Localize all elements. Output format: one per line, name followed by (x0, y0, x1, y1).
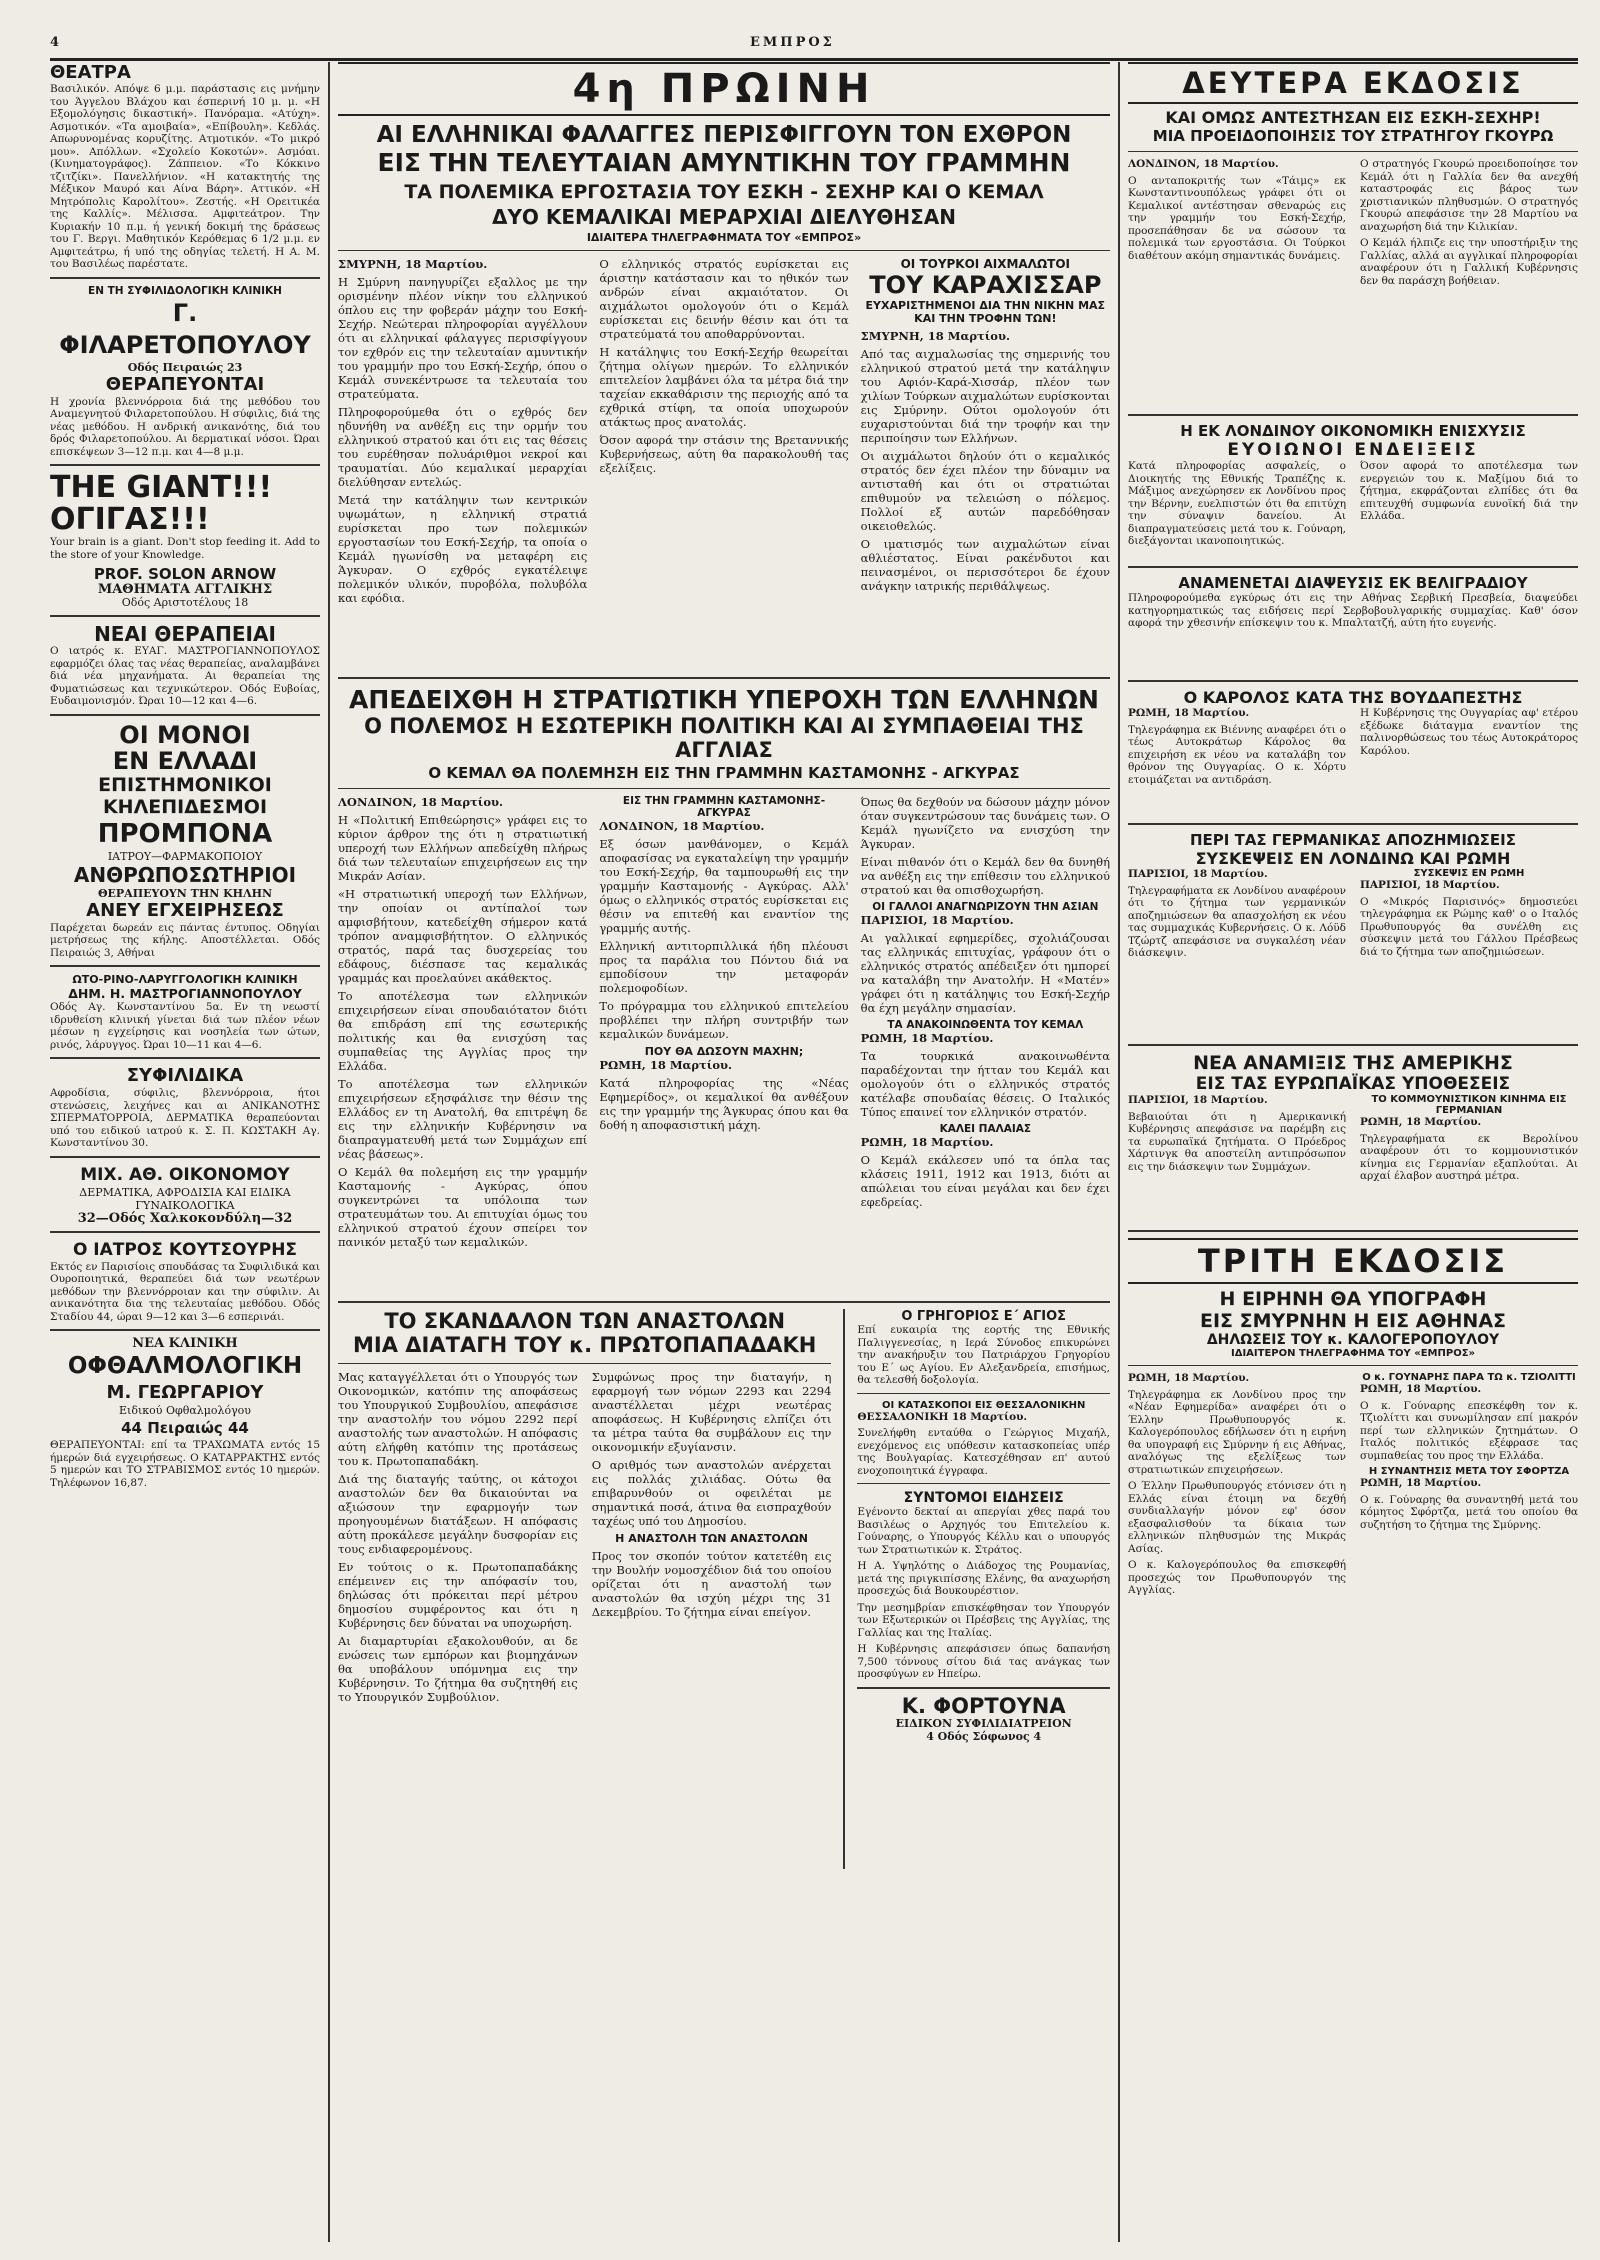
gregory-headline: Ο ΓΡΗΓΟΡΙΟΣ Ε΄ ΑΓΙΟΣ (901, 1309, 1067, 1324)
oikonomou-ad (50, 1164, 320, 1225)
gounaris-p1: Ο κ. Γούναρης επεσκέφθη τον κ. Τζιολίττι και συνωμίλησαν επί μακρόν περί των ελληνικών ζητημάτων. Ο Ιταλός πολιτικός εξέφρασε τας συμπαθείας του προς την Ελλάδα. (1360, 1399, 1578, 1462)
second-dateline: ΛΟΝΔΙΝΟΝ, 18 Μαρτίου. (1128, 158, 1279, 170)
story1-p4: Ο ελληνικός στρατός ευρίσκεται εις άριστην κατάστασιν και το ηθικόν των ανδρών είναι ακμαιότατον. Οι αιχμάλωτοι ομολογούν ότι ο Κεμάλ ευρίσκεται εις δεινήν θέσιν και ότι τα στρατεύματά του αποθαρρύνονται. (599, 257, 849, 341)
eye-title: ΝΕΑ ΚΛΙΝΙΚΗ (132, 1336, 238, 1351)
superiority-headline-1: ΑΠΕΔΕΙΧΘΗ Η ΣΤΡΑΤΙΩΤΙΚΗ ΥΠΕΡΟΧΗ ΤΩΝ ΕΛΛΗΝΩΝ (349, 685, 1099, 714)
scandal-p6: Ο αριθμός των αναστολών ανέρχεται εις πολλάς χιλιάδας. Ούτω θα επιβαρυνθούν οι οφειλέται με σημαντικά ποσά, άτινα θα εισπραχθούν ταχέως υπό του Δημοσίου. (591, 1458, 832, 1528)
fortuna-address: 4 Οδός Σόφωνος 4 (926, 1729, 1042, 1743)
kemal-dateline: ΡΩΜΗ, 18 Μαρτίου. (860, 1031, 994, 1045)
scandal-p7: Προς τον σκοπόν τούτον κατετέθη εις την Βουλήν νομοσχέδιον διά του οποίου ορίζεται ότι η αναστολή των αναστολών θα ισχύη μέχρι της 31 Δεκεμβρίου. Το ζήτημα είναι επείγον. (591, 1549, 832, 1619)
fortuna-spec: ΕΙΔΙΚΟΝ ΣΥΦΙΛΙΔΙΑΤΡΕΙΟΝ (895, 1716, 1072, 1730)
therapies-text: Ο ιατρός κ. ΕΥΑΓ. ΜΑΣΤΡΟΓΙΑΝΝΟΠΟΥΛΟΣ εφαρμόζει όλας τας νέας θεραπείας, αναλαμβάνει διά νέα μηχανήματα. Αι θεραπείαι της Φυματιώσεως και τεχνικώτερον. Οδός Ευβοίας, Ευδαιμονισμόν. Ώραι 10—12 και 4—6. (50, 645, 320, 707)
giant-text: Your brain is a giant. Don't stop feeding it. Add to the store of your Knowledge. (50, 536, 320, 561)
palaia-headline: ΚΑΛΕΙ ΠΑΛΑΙΑΣ (939, 1123, 1032, 1135)
kast-p1: Εξ όσων μανθάνομεν, ο Κεμάλ αποφασίσας να εγκαταλείψη την γραμμήν του Εσκή-Σεχήρ, θα ταμπουρωθή εις την γραμμήν Κασταμονής - Αγκύρας. Αλλ' όμως ο ελληνικός στρατός ευρίσκεται εις θέσιν να επιτεθή και εναντίον της γραμμής αυτής. (599, 837, 849, 935)
therapies-ad (50, 623, 320, 708)
sup-p3: Το αποτέλεσμα των ελληνικών επιχειρήσεων είναι σπουδαιότατον διότι θα επιδράση επί της εσωτερικής πολιτικής και θα ενισχύση τας συμπαθείας της Αγγλίας προς την Ελλάδα. (338, 989, 588, 1073)
superiority-headline-3: Ο ΚΕΜΑΛ ΘΑ ΠΟΛΕΜΗΣΗ ΕΙΣ ΤΗΝ ΓΡΑΜΜΗΝ ΚΑΣΤΑΜΟΝΗΣ - ΑΓΚΥΡΑΣ (428, 764, 1020, 782)
superiority-headline-2: Ο ΠΟΛΕΜΟΣ Η ΕΣΩΤΕΡΙΚΗ ΠΟΛΙΤΙΚΗ ΚΑΙ ΑΙ ΣΥΜΠΑΘΕΙΑΙ ΤΗΣ ΑΓΓΛΙΑΣ (364, 714, 1084, 762)
fortuna-ad (857, 1695, 1110, 1743)
third-headline-4: ΙΔΙΑΙΤΕΡΟΝ ΤΗΛΕΓΡΑΦΗΜΑ ΤΟΥ «ΕΜΠΡΟΣ» (1231, 1348, 1475, 1359)
third-dateline: ΡΩΜΗ, 18 Μαρτίου. (1128, 1372, 1250, 1384)
econ-p2: Όσον αφορά το αποτέλεσμα των ενεργειών του κ. Μαξίμου διά το ζήτημα, εκφράζονται ελπίδες ότι θα επιτευχθή συμφωνία ευνοϊκή διά την Ελλάδα. (1360, 460, 1578, 522)
arnow-name: PROF. SOLON ARNOW (93, 565, 277, 583)
arnow-lessons: ΜΑΘΗΜΑΤΑ ΑΓΓΛΙΚΗΣ (97, 582, 273, 597)
ortho-line-1: ΑΝΘΡΩΠΟΣΩΤΗΡΙΟΙ (73, 862, 297, 887)
kast-headline: ΕΙΣ ΤΗΝ ΓΡΑΜΜΗΝ ΚΑΣΤΑΜΟΝΗΣ-ΑΓΚΥΡΑΣ (622, 795, 826, 819)
paper-name: ΕΜΠΡΟΣ (750, 35, 835, 50)
arnow-address: Οδός Αριστοτέλους 18 (121, 596, 249, 609)
sup-p1: Η «Πολιτική Επιθεώρησις» γράφει εις το κύριον άρθρον της ότι η στρατιωτική υπεροχή των Ελλήνων απεδείχθη πλήρως διά των τελευταίων επιχειρήσεων εις την Μικράν Ασίαν. (338, 813, 588, 883)
main-story-col-1 (338, 257, 587, 671)
sup-p4: Το αποτέλεσμα των ελληνικών επιχειρήσεων εξησφάλισε την θέσιν της Ελλάδος εν τη Ανατολή, θα επιτρέψη δε εις την ελληνικήν Κυβέρνησιν να διαπραγματευθή μετά των Συμμάχων επί νέας βάσεως». (338, 1077, 588, 1161)
story1-dateline: ΣΜΥΡΝΗ, 18 Μαρτίου. (338, 257, 488, 271)
gounaris-headline: Ο κ. ΓΟΥΝΑΡΗΣ ΠΑΡΑ ΤΩ κ. ΤΖΙΟΛΙΤΤΙ (1362, 1372, 1576, 1383)
karl-dateline: ΡΩΜΗ, 18 Μαρτίου. (1128, 707, 1250, 719)
superiority-col-3 (861, 795, 1110, 1295)
main-story-columns (338, 257, 1110, 671)
second-edition-banner: ΔΕΥΤΕΡΑ ΕΚΔΟΣΙΣ (1128, 62, 1578, 104)
third-p2: Ο Έλλην Πρωθυπουργός ετόνισεν ότι η Ελλάς είναι έτοιμη να δεχθή συνδιαλλαγήν μόνον εφ' όσον εξασφαλισθούν τα δίκαια των ελληνικών πληθυσμών της Μικράς Ασίας. (1128, 1480, 1346, 1555)
ortho-text: Παρέχεται δωρεάν εις πάντας έντυπος. Οδηγίαι μετρήσεως της κήλης. Αποστέλλεται. Οδός Πειραιώς 3, Αθήναι (50, 921, 320, 959)
where-dateline: ΡΩΜΗ, 18 Μαρτίου. (599, 1058, 733, 1072)
gregory-p1: Επί ευκαιρία της εορτής της Εθνικής Παλιγγενεσίας, η Ιερά Σύνοδος επικυρώνει την ανακήρυξιν του Πατριάρχου Γρηγορίου του Ε΄ ως Αγίου. Εν Αλεξανδρεία, επισήμως, θα τελεσθή δοξολογία. (857, 1324, 1110, 1386)
eye-doctor: Μ. ΓΕΩΡΓΑΡΙΟΥ (106, 1382, 264, 1403)
germ-p1: Τηλεγραφήματα εκ Λονδίνου αναφέρουν ότι το ζήτημα των γερμανικών αποζημιώσεων θα απασχολήση εκ νέου τας συμμαχικάς Κυβερνήσεις. Ο κ. Λόϋδ Τζώρτζ απεφάσισε να συγκαλέση νέαν διάσκεψιν. (1128, 884, 1346, 959)
amer-p2: Τηλεγραφήματα εκ Βερολίνου αναφέρουν ότι το κομμουνιστικόν κίνημα εις Γερμανίαν εξαπλούται. Αι αρχαί έλαβον αυστηρά μέτρα. (1360, 1132, 1578, 1182)
karl-headline: Ο ΚΑΡΟΛΟΣ ΚΑΤΑ ΤΗΣ ΒΟΥΔΑΠΕΣΤΗΣ (1183, 688, 1523, 707)
main-headline-5: ΙΔΙΑΙΤΕΡΑ ΤΗΛΕΓΡΑΦΗΜΑΤΑ ΤΟΥ «ΕΜΠΡΟΣ» (586, 231, 862, 244)
second-p2: Ο στρατηγός Γκουρώ προειδοποίησε τον Κεμάλ ότι η Γαλλία δεν θα ανεχθή καταστροφάς εις βάρος των χριστιανικών πληθυσμών. Ο στρατηγός Γκουρώ απεφάσισε την 28 Μαρτίου να αναχωρήση διά την Κιλικίαν. (1360, 158, 1578, 233)
germ-headline-2: ΣΥΣΚΕΨΕΙΣ ΕΝ ΛΟΝΔΙΝΩ ΚΑΙ ΡΩΜΗ (1195, 849, 1511, 868)
econ-headline-2: ΕΥΟΙΩΝΟΙ ΕΝΔΕΙΞΕΙΣ (1227, 440, 1479, 460)
syph-text: Αφροδίσια, σύφιλις, βλεννόρροια, ήτοι στενώσεις, λειχήνες και αι ΑΝΙΚΑΝΟΤΗΣ ΣΠΕΡΜΑΤΟΡΡΟΙΑ, ΔΕΡΜΑΤΙΚΑ θεραπεύονται υπό του ειδικού ιατρού κ. Σ. Π. ΚΩΣΤΑΚΗ Αγ. Κωνσταντίνου 30. (50, 1087, 320, 1149)
germ-dateline-2: ΠΑΡΙΣΙΟΙ, 18 Μαρτίου. (1360, 879, 1500, 891)
superiority-col-1 (338, 795, 587, 1295)
pows-p1: Από τας αιχμαλωσίας της σημερινής του ελληνικού στρατού μετά την κατάληψιν του Αφιόν-Καρά-Χισσάρ, πλέον των χιλίων Τούρκων αιχμαλώτων ευρίσκονται εις Σμύρνην. Ούτοι ομολογούν ότι ευχαριστούνται διά την τροφήν και την περιποίησιν των Ελλήνων. (860, 347, 1110, 445)
ortho-line-3: ΑΝΕΥ ΕΓΧΕΙΡΗΣΕΩΣ (86, 899, 284, 921)
scandal-subheadline: Η ΑΝΑΣΤΟΛΗ ΤΩΝ ΑΝΑΣΤΟΛΩΝ (615, 1532, 808, 1545)
kemal-p1: Τα τουρκικά ανακοινωθέντα παραδέχονται την ήτταν του Κεμάλ και ομολογούν ότι ο ελληνικός στρατός κατέλαβε σπουδαίας θέσεις. Ο Ιταλικός Τύπος επαινεί τον ελληνικόν στρατόν. (860, 1049, 1110, 1119)
second-p3: Ο Κεμάλ ήλπιζε εις την υποστήριξιν της Γαλλίας, αλλά αι αγγλικαί πληροφορίαι αναφέρουν ότι η Γαλλική Κυβέρνησις δεν θα παράσχη βοήθειαν. (1360, 237, 1578, 287)
clinic-address: Οδός Πειραιώς 23 (127, 360, 243, 374)
third-headline-2: ΕΙΣ ΣΜΥΡΝΗΝ Η ΕΙΣ ΑΘΗΝΑΣ (1199, 1310, 1507, 1332)
sup-dateline: ΛΟΝΔΙΝΟΝ, 18 Μαρτίου. (338, 795, 503, 809)
giant-gr: ΟΓΙΓΑΣ!!! (50, 502, 210, 537)
palaia-dateline: ΡΩΜΗ, 18 Μαρτίου. (860, 1135, 994, 1149)
main-news-section (338, 62, 1110, 2242)
germ-headline-1: ΠΕΡΙ ΤΑΣ ΓΕΡΜΑΝΙΚΑΣ ΑΠΟΖΗΜΙΩΣΕΙΣ (1189, 831, 1516, 849)
germ-p2: Ο «Μικρός Παρισινός» δημοσιεύει τηλεγράφημα εκ Ρώμης καθ' ο ο Ιταλός Πρωθυπουργός θα συνέλθη εις σύσκεψιν μετά του Γάλλου Πρέσβεως διά το ζήτημα των αποζημιώσεων. (1360, 895, 1578, 958)
pows-headline-3: ΕΥΧΑΡΙΣΤΗΜΕΝΟΙ ΔΙΑ ΤΗΝ ΝΙΚΗΝ ΜΑΣ ΚΑΙ ΤΗΝ ΤΡΟΦΗΝ ΤΩΝ! (865, 299, 1106, 325)
main-headline-2: ΕΙΣ ΤΗΝ ΤΕΛΕΥΤΑΙΑΝ ΑΜΥΝΤΙΚΗΝ ΤΟΥ ΓΡΑΜΜΗΝ (377, 148, 1071, 177)
clinic-ad (50, 285, 320, 459)
amer-headline-2: ΕΙΣ ΤΑΣ ΕΥΡΩΠΑΪΚΑΣ ΥΠΟΘΕΣΕΙΣ (1195, 1074, 1511, 1094)
french-headline: ΟΙ ΓΑΛΛΟΙ ΑΝΑΓΝΩΡΙΖΟΥΝ ΤΗΝ ΑΣΙΑΝ (872, 901, 1099, 913)
brief-headline: ΣΥΝΤΟΜΟΙ ΕΙΔΗΣΕΙΣ (903, 1490, 1064, 1506)
pows-headline-1: ΟΙ ΤΟΥΡΚΟΙ ΑΙΧΜΑΛΩΤΟΙ (900, 257, 1071, 271)
where-headline: ΠΟΥ ΘΑ ΔΩΣΟΥΝ ΜΑΧΗΝ; (644, 1045, 804, 1058)
amer-dateline: ΠΑΡΙΣΙΟΙ, 18 Μαρτίου. (1128, 1094, 1268, 1106)
syph-title: ΣΥΦΙΛΙΔΙΚΑ (126, 1065, 244, 1086)
belgrade-headline: ΑΝΑΜΕΝΕΤΑΙ ΔΙΑΨΕΥΣΙΣ ΕΚ ΒΕΛΙΓΡΑΔΙΟΥ (1178, 574, 1528, 592)
scandal-article (338, 1309, 831, 1869)
eye-name: ΟΦΘΑΛΜΟΛΟΓΙΚΗ (67, 1353, 303, 1379)
econ-headline-1: Η ΕΚ ΛΟΝΔΙΝΟΥ ΟΙΚΟΝΟΜΙΚΗ ΕΝΙΣΧΥΣΙΣ (1180, 422, 1526, 440)
kout-name: Ο ΙΑΤΡΟΣ ΚΟΥΤΣΟΥΡΗΣ (72, 1239, 298, 1260)
brief-p1: Εγένοντο δεκταί αι απεργίαι χθες παρά του Βασιλέως ο Αρχηγός του Επιτελείου κ. Γούναρης, ο Υπουργός Κέλλυ και ο υπουργός των Στρατιωτικών κ. Στράτος. (857, 1506, 1110, 1556)
karl-p2: Η Κυβέρνησις της Ουγγαρίας αφ' ετέρου εξέδωκε διάταγμα εναντίον της παλινορθώσεως του τέως Αυτοκράτορος Καρόλου. (1360, 707, 1578, 757)
french-dateline: ΠΑΡΙΣΙΟΙ, 18 Μαρτίου. (860, 913, 1014, 927)
truss-line-1: ΟΙ ΜΟΝΟΙ (119, 720, 251, 749)
pows-p3: Ο ιματισμός των αιχμαλώτων είναι αθλιέστατος. Είναι ρακένδυτοι και πεινασμένοι, οι περισσότεροι δε έχουν ανάγκην ιατρικής περιθάλψεως. (860, 537, 1110, 593)
gounaris-dateline: ΡΩΜΗ, 18 Μαρτίου. (1360, 1383, 1482, 1395)
amer-p1: Βεβαιούται ότι η Αμερικανική Κυβέρνησις απεφάσισε να παρέμβη εις τα ευρωπαϊκά ζητήματα. Ο Πρόεδρος Χάρτινγκ θα αποστείλη αντιπρόσωπον εις την διάσκεψιν των Συμμάχων. (1128, 1110, 1346, 1173)
thess-headline: ΟΙ ΚΑΤΑΣΚΟΠΟΙ ΕΙΣ ΘΕΣΣΑΛΟΝΙΚΗΝ (882, 1399, 1086, 1411)
truss-ad (50, 722, 320, 960)
eye-text: ΘΕΡΑΠΕΥΟΝΤΑΙ: επί τα ΤΡΑΧΩΜΑΤΑ εντός 15 ήμερών διά εγχειρήσεως. Ο ΚΑΤΑΡΡΑΚΤΗΣ εντός 5 ημερών και ΤΟ ΣΤΡΑΒΙΣΜΟΣ εντός 10 ημερών. Τηλέφωνον 16,87. (50, 1439, 320, 1489)
ortho-line-2: ΘΕΡΑΠΕΥΟΥΝ ΤΗΝ ΚΗΛΗΝ (97, 886, 273, 900)
third-edition-banner: ΤΡΙΤΗ ΕΚΔΟΣΙΣ (1128, 1238, 1578, 1284)
clinic-cure: ΘΕΡΑΠΕΥΟΝΤΑΙ (105, 373, 265, 395)
ent-title: ΩΤΟ-ΡΙΝΟ-ΛΑΡΥΓΓΟΛΟΓΙΚΗ ΚΛΙΝΙΚΗ (72, 973, 298, 986)
sforza-headline: Η ΣΥΝΑΝΤΗΣΙΣ ΜΕΤΑ ΤΟΥ ΣΦΟΡΤΖΑ (1368, 1466, 1570, 1477)
clinic-text: Η χρονία βλεννόρροια διά της μεθόδου του Αναμεγνητού Φιλαρετοπούλου. Η σύφιλις, διά της νέας μεθόδου. Η ανδρική ανικανότης, διά του δρός Φιλαρετοπούλου. Αι δερματικαί νόσοι. Ώραι επισκέψεων 3—12 π.μ. και 4—8 μ.μ. (50, 395, 320, 458)
brief-p4: Η Κυβέρνησις απεφάσισεν όπως δαπανήση 7,500 τόννους σίτου διά τας ανάγκας των προσφύγων εν Ηπείρω. (857, 1643, 1110, 1680)
bottom-right-briefs (857, 1309, 1110, 1869)
col3-p1: Όπως θα δεχθούν να δώσουν μάχην μόνον όταν συγκεντρώσουν τας δυνάμεις των. Ο Κεμάλ ηγωνίζετο να ενισχύση την Άγκυραν. (860, 795, 1110, 851)
thess-p1: Συνελήφθη ενταύθα ο Γεώργιος Μιχαήλ, ενεχόμενος εις υπόθεσιν κατασκοπείας υπέρ της Βουλγαρίας. Κατεσχέθησαν επ' αυτού ενοχοποιητικά έγγραφα. (857, 1427, 1110, 1477)
brief-p3: Την μεσημβρίαν επισκέφθησαν τον Υπουργόν των Εξωτερικών οι Πρέσβεις της Αγγλίας, της Γαλλίας και της Ιταλίας. (857, 1601, 1110, 1639)
oik-address: 32—Οδός Χαλκοκονδύλη—32 (77, 1210, 293, 1226)
third-headline-1: Η ΕΙΡΗΝΗ ΘΑ ΥΠΟΓΡΑΦΗ (1219, 1288, 1487, 1310)
amer-subheadline: ΤΟ ΚΟΜΜΟΥΝΙΣΤΙΚΟΝ ΚΙΝΗΜΑ ΕΙΣ ΓΕΡΜΑΝΙΑΝ (1371, 1094, 1567, 1116)
oik-spec: ΔΕΡΜΑΤΙΚΑ, ΑΦΡΟΔΙΣΙΑ ΚΑΙ ΕΙΔΙΚΑ ΓΥΝΑΙΚΟΛΟΓΙΚΑ (79, 1185, 291, 1212)
truss-line-4: ΚΗΛΕΠΙΔΕΣΜΟΙ (102, 795, 268, 818)
scandal-p3: Εν τούτοις ο κ. Πρωτοπαπαδάκης επέμεινεν εις την απόφασίν του, δηλώσας ότι πρόκειται περί μέτρου δημοσίου συμφέροντος και ότι η Κυβέρνησις δεν δύναται να υποχωρήση. (338, 1560, 578, 1630)
story1-p1: Η Σμύρνη πανηγυρίζει εξαλλος με την ορισμένην πλέον νίκην του ελληνικού όπλου εις την φοβεράν μάχην του Εσκή-Σεχήρ. Νεώτεραι πληροφορίαι αγγέλλουν ότι αι ελληνικαί φάλαγγες περισφίγγουν τον εχθρόν εις την τελευταίαν αμυντικήν του γραμμήν προ του Εσκή-Σεχήρ, όπου ο Κεμάλ συνεκέντρωσε τα τελευταία του στρατεύματα. (338, 275, 588, 401)
clinic-title: ΕΝ ΤΗ ΣΥΦΙΛΙΔΟΛΟΓΙΚΗ ΚΛΙΝΙΚΗ (88, 284, 282, 297)
thess-dateline: ΘΕΣΣΑΛΟΝΙΚΗ 18 Μαρτίου. (857, 1410, 1028, 1423)
giant-ad (50, 472, 320, 609)
second-p1: Ο ανταποκριτής των «Τάιμς» εκ Κωνσταντινουπόλεως γράφει ότι οι Κεμαλικοί αντέστησαν σθεναρώς εις την γραμμήν του Εσκή-Σεχήρ, προσεπάθησαν δε να σώσουν τα πολεμικά των εργοστάσια. Οι Τούρκοι διαθέτουν ακόμη σημαντικάς δυνάμεις. (1128, 174, 1346, 262)
col3-p2: Είναι πιθανόν ότι ο Κεμάλ δεν θα δυνηθή να ανθέξη εις την επίθεσιν του ελληνικού στρατού και θα οπισθοχωρήση. (860, 855, 1110, 897)
sup-p2: «Η στρατιωτική υπεροχή των Ελλήνων, την οποίαν οι αντίπαλοί των αμφισβήτουν, κατεδείχθη σήμερον κατά τρόπον αναμφισβήτητον. Ο ελληνικός στρατός, παρά τας δυσχερείας του εδάφους, διέσπασε τας κεμαλικάς γραμμάς και προελαύνει ακάθεκτος. (338, 887, 588, 985)
belgrade-p1: Πληροφορούμεθα εγκύρως ότι εις την Αθήνας Σερβική Πρεσβεία, διαψεύδει κατηγορηματικώς τας ειδήσεις περί Σερβοβουλγαρικής συμμαχίας. Καθ' όσον αφορά την χθεσινήν επίσκεψιν του κ. Μπαλτατζή, αύτη ήτο ευγενής. (1128, 592, 1578, 629)
fortuna-name: Κ. ΦΟΡΤΟΥΝΑ (901, 1693, 1066, 1718)
main-banner: 4η ΠΡΩΙΝΗ (338, 62, 1110, 116)
sup-p5: Ο Κεμάλ θα πολεμήση εις την γραμμήν Κασταμονής - Αγκύρας, όπου συγκεντρώνει τα υπόλοιπα των στρατευμάτων του. Αι επιτυχίαι όμως του ελληνικού στρατού έχουν σπείρει τον πανικόν μεταξύ των κεμαλικών. (338, 1165, 588, 1249)
palaia-p1: Ο Κεμάλ εκάλεσεν υπό τα όπλα τας κλάσεις 1911, 1912 και 1913, διότι αι απώλειαι του είναι μεγάλαι και δεν έχει εφεδρείας. (860, 1153, 1110, 1209)
story1-p3: Μετά την κατάληψιν των κεντρικών υψωμάτων, η ελληνική στρατιά ευρίσκεται προ των πολεμικών εργοστασίων του Εσκή-Σεχήρ, τα οποία ο Κεμάλ ηγωνίσθη να μεταφέρη εις Άγκυραν. Ο εχθρός εγκατέλειψε πολεμικόν υλικόν, πυροβόλα, πολυβόλα και εφόδια. (338, 493, 588, 605)
bottom-main-section (338, 1309, 1110, 1869)
scandal-headline-2: ΜΙΑ ΔΙΑΤΑΓΗ ΤΟΥ κ. ΠΡΩΤΟΠΑΠΑΔΑΚΗ (353, 1333, 817, 1357)
amer-headline-1: ΝΕΑ ΑΝΑΜΙΞΙΣ ΤΗΣ ΑΜΕΡΙΚΗΣ (1193, 1052, 1513, 1074)
amer-dateline-2: ΡΩΜΗ, 18 Μαρτίου. (1360, 1116, 1482, 1128)
sforza-dateline: ΡΩΜΗ, 18 Μαρτίου. (1360, 1477, 1482, 1489)
third-p3: Ο κ. Καλογερόπουλος θα επισκεφθή προσεχώς τον Πρωθυπουργόν της Αγγλίας. (1128, 1559, 1346, 1596)
kast-dateline: ΛΟΝΔΙΝΟΝ, 18 Μαρτίου. (599, 819, 765, 833)
theatres-text: Βασιλικόν. Απόψε 6 μ.μ. παράστασις εις μνήμην του Άγγελου Βλάχου και έσπερινή 10 μ. μ. «Η Εξομολόγησις δικαστική». Πανόραμα. «Ατύχη». Ασμοτικόν. «Τα αμοιβαία», «Επίβουλη». Κεδλάς. Απωρυνομένας κορυζίτης. Ατμοτικόν. «Το μικρό μου». Απόλλων. «Σχολείο Κοκοτών». Ασμόαι. (Κινηματογράφος). Ζάππειον. «Το Κόκκινο τζιτζίκι». Πανελλήνιον. «Η κατακτητής της Μέξικον Μαυρό και Αίνα Βάρη». Αττικόν. «Η Μητρόπολις Καρολίτου». Ζεστής. «Η Ορειτικέα της Καλλίς». Μέλισσα. Αμφιτεάτρον. Την Κυριακήν 10 π.μ. ή γενική δοκιμή της δράσεως του Γ. Βεργι. Μαθητικόν Κερόθεμας 6 1/2 μ.μ. εν Αμφιτεάτρω, ή υπό της οδηγίας τελετή. Η Α. Μ. του Βασιλέως παρέστατε. (50, 83, 320, 270)
pows-p2: Οι αιχμάλωτοι δηλούν ότι ο κεμαλικός στρατός δεν έχει πλέον την δύναμιν να αντισταθή και ότι οι στρατιώται επιθυμούν να τελειώση ο πόλεμος. Πολλοί εξ αυτών παρεδόθησαν οικειοθελώς. (860, 449, 1110, 533)
eye-spec: Ειδικού Οφθαλμολόγου (119, 1404, 251, 1417)
econ-p1: Κατά πληροφορίας ασφαλείς, ο Διοικητής της Εθνικής Τραπέζης κ. Μάξιμος ανεχώρησεν εκ Λονδίνου προς την Βέρνην, ευελπιστών ότι θα επιτύχη την σύναψιν δανείου. Αι διαπραγματεύσεις μετά του κ. Γούναρη, διεξάγονται ικανοποιητικώς. (1128, 460, 1346, 547)
ent-text: Οδός Αγ. Κωνσταντίνου 5α. Εν τη νεωστί ιδρυθείση κλινική γίνεται διά των πλέον νέων μέσων η εγχείρησις και νοσηλεία των ώτων, ρινός, λάρυγγος. Ώραι 10—11 και 4—6. (50, 1001, 320, 1051)
karl-p1: Τηλεγράφημα εκ Βιέννης αναφέρει ότι ο τέως Αυτοκράτωρ Κάρολος θα επιχειρήση εκ νέου να καταλάβη τον θρόνον της Ουγγαρίας. Ο κ. Χόρτυ ετοιμάζεται να αντιδράση. (1128, 723, 1346, 786)
main-story-col-3 (861, 257, 1110, 671)
story1-extra: Όσον αφορά την στάσιν της Βρεταννικής Κυβερνήσεως, αύτη θα παρακολουθή τας εξελίξεις. (599, 433, 849, 475)
truss-line-6: ΙΑΤΡΟΥ—ΦΑΡΜΑΚΟΠΟΙΟΥ (107, 849, 263, 863)
page-number: 4 (50, 35, 60, 50)
theatres-title: ΘΕΑΤΡΑ (50, 62, 131, 83)
story1-p5: Η κατάληψις του Εσκή-Σεχήρ θεωρείται ζήτημα ολίγων ημερών. Το ελληνικόν επιτελείον λαμβάνει όλα τα μέτρα διά την ταχείαν εκκαθάρισιν της περιοχής από τα εχθρικά στίφη, τα οποία υποχωρούν ατάκτως προς ανατολάς. (599, 345, 849, 429)
eye-clinic-ad (50, 1337, 320, 1489)
germ-dateline: ΠΑΡΙΣΙΟΙ, 18 Μαρτίου. (1128, 868, 1268, 880)
truss-line-2: ΕΝ ΕΛΛΑΔΙ (112, 746, 258, 775)
second-edition-headline-1: ΚΑΙ ΟΜΩΣ ΑΝΤΕΣΤΗΣΑΝ ΕΙΣ ΕΣΚΗ-ΣΕΧΗΡ! (1165, 108, 1541, 127)
third-headline-3: ΔΗΛΩΣΕΙΣ ΤΟΥ κ. ΚΑΛΟΓΕΡΟΠΟΥΛΟΥ (1206, 1332, 1500, 1348)
eye-address: 44 Πειραιώς 44 (121, 1419, 249, 1437)
main-headline-4: ΔΥΟ ΚΕΜΑΛΙΚΑΙ ΜΕΡΑΡΧΙΑΙ ΔΙΕΛΥΘΗΣΑΝ (491, 205, 957, 229)
kast-p3: Το πρόγραμμα του ελληνικού επιτελείου προβλέπει την πλήρη συντριβήν των κεμαλικών δυνάμεων. (599, 999, 849, 1041)
germ-subheadline: ΣΥΣΚΕΨΙΣ ΕΝ ΡΩΜΗ (1413, 868, 1525, 879)
main-story-col-2 (599, 257, 848, 671)
oik-name: ΜΙΧ. ΑΘ. ΟΙΚΟΝΟΜΟΥ (80, 1164, 290, 1185)
newspaper-page (50, 62, 1578, 2242)
kout-text: Εκτός εν Παρισίοις σπουδάσας τα Συφιλιδικά και Ουροποιητικά, θεραπεύει διά των νεωτέρων μεθόδων την βλεννόρροιαν και την σύφιλιν. Αι ανικανότητα δια της τελευταίας μεθόδου. Οδός Σταδίου 44, ώραι 9—12 και 3—6 εσπερινάι. (50, 1260, 320, 1323)
story1-p2: Πληροφορούμεθα ότι ο εχθρός δεν ηδυνήθη να ανθέξη εις την ορμήν του ελληνικού στρατού και ότι εις τας θέσεις του ευρέθησαν πολυάριθμοι νεκροί και τραυματίαι. Δύο κεμαλικαί μεραρχίαι διελύθησαν εντελώς. (338, 405, 588, 489)
scandal-p4: Αι διαμαρτυρίαι εξακολουθούν, αι δε ενώσεις των εμπόρων και βιομηχάνων θα υποβάλουν υπόμνημα εις την Κυβέρνησιν. Το ζήτημα θα συζητηθή εις το Υπουργικόν Συμβούλιον. (338, 1634, 578, 1704)
right-editions-column (1128, 62, 1578, 2242)
main-headline-3: ΤΑ ΠΟΛΕΜΙΚΑ ΕΡΓΟΣΤΑΣΙΑ ΤΟΥ ΕΣΚΗ - ΣΕΧΗΡ ΚΑΙ Ο ΚΕΜΑΛ (404, 181, 1044, 203)
superiority-col-2 (599, 795, 848, 1295)
scandal-p5: Συμφώνως προς την διαταγήν, η εφαρμογή των νόμων 2293 και 2294 αναστέλλεται μέχρι νεωτέρας αποφάσεως. Η Κυβέρνησις ελπίζει ότι τα μέτρα ταύτα θα συμβάλουν εις την οικονομικήν εξυγίανσιν. (591, 1370, 832, 1454)
kemal-headline: ΤΑ ΑΝΑΚΟΙΝΩΘΕΝΤΑ ΤΟΥ ΚΕΜΑΛ (887, 1019, 1084, 1031)
scandal-p1: Μας καταγγέλλεται ότι ο Υπουργός των Οικονομικών, κατόπιν της αποφάσεως του Υπουργικού Συμβουλίου, απεφάσισε την αναστολήν του νόμου 2292 περί αναστολής των αναστολών. Η απόφασις αύτη ελήφθη κατόπιν της προτάσεως του κ. Πρωτοπαπαδάκη. (338, 1370, 578, 1468)
sforza-p1: Ο κ. Γούναρης θα συναντηθή μετά του κόμητος Σφόρτζα, μετά του οποίου θα συζητήση το ζήτημα της Σμύρνης. (1360, 1493, 1578, 1531)
top-rule (50, 58, 1578, 61)
where-p1: Κατά πληροφορίας της «Νέας Εφημερίδος», οι κεμαλικοί θα ανθέξουν εις την γραμμήν της Άγκυρας όπου και θα δοθή η αποφασιστική μάχη. (599, 1076, 849, 1132)
superiority-columns (338, 795, 1110, 1295)
page-header (50, 35, 1578, 55)
second-edition-headline-2: ΜΙΑ ΠΡΟΕΙΔΟΠΟΙΗΣΙΣ ΤΟΥ ΣΤΡΑΤΗΓΟΥ ΓΚΟΥΡΩ (1152, 127, 1554, 145)
main-headline-1: ΑΙ ΕΛΛΗΝΙΚΑΙ ΦΑΛΑΓΓΕΣ ΠΕΡΙΣΦΙΓΓΟΥΝ ΤΟΝ ΕΧΘΡΟΝ (376, 122, 1072, 148)
koutsouris-ad (50, 1239, 320, 1324)
scandal-headline-1: ΤΟ ΣΚΑΝΔΑΛΟΝ ΤΩΝ ΑΝΑΣΤΟΛΩΝ (384, 1309, 786, 1333)
french-p1: Αι γαλλικαί εφημερίδες, σχολιάζουσαι τας ελληνικάς επιτυχίας, γράφουν ότι ο ελληνικός στρατός απέδειξεν ότι ημπορεί να καταλάβη την Ανατολήν. Η «Ματέν» γράφει ότι η κατάληψις του Εσκή-Σεχήρ θα έχη μεγάλην σημασίαν. (860, 931, 1110, 1015)
therapies-title: ΝΕΑΙ ΘΕΡΑΠΕΙΑΙ (94, 622, 276, 646)
third-p1: Τηλεγράφημα εκ Λονδίνου προς την «Νέαν Εφημερίδα» αναφέρει ότι ο Έλλην Πρωθυπουργός κ. Καλογερόπουλος εδήλωσεν ότι η ειρήνη θα υπογραφή εις Σμύρνην ή εις Αθήνας, αναλόγως της εξελίξεως των στρατιωτικών επιχειρήσεων. (1128, 1388, 1346, 1476)
ent-ad (50, 973, 320, 1051)
brief-p2: Η Α. Υψηλότης ο Διάδοχος της Ρουμανίας, μετά της πριγκιπίσσης Ελένης, θα αναχωρήση προσεχώς διά Βουκουρέστιον. (857, 1560, 1110, 1597)
left-ads-column (50, 62, 320, 2242)
clinic-name: Γ. ΦΙΛΑΡΕΤΟΠΟΥΛΟΥ (59, 298, 311, 359)
scandal-p2: Διά της διαταγής ταύτης, οι κάτοχοι αναστολών δεν θα δικαιούνται να αξιώσουν την εφαρμογήν των προηγουμένων διατάξεων. Η απόφασις αύτη προκάλεσε μεγάλην δυσφορίαν εις τους ενδιαφερομένους. (338, 1472, 578, 1556)
giant-en: THE GIANT!!! (50, 470, 273, 505)
ent-name: ΔΗΜ. Η. ΜΑΣΤΡΟΓΙΑΝΝΟΠΟΥΛΟΥ (68, 986, 302, 1001)
truss-line-5: ΠΡΟΜΠΟΝΑ (97, 818, 273, 849)
syph-ad (50, 1065, 320, 1150)
truss-line-3: ΕΠΙΣΤΗΜΟΝΙΚΟΙ (98, 773, 272, 796)
pows-headline-2: ΤΟΥ ΚΑΡΑΧΙΣΣΑΡ (869, 271, 1102, 299)
pows-dateline: ΣΜΥΡΝΗ, 18 Μαρτίου. (860, 329, 1010, 343)
kast-p2: Ελληνική αντιτορπιλλικά ήδη πλέουσι προς τα παράλια του Πόντου διά να εμποδίσουν την μεταφοράν πολεμοφοδίων. (599, 939, 849, 995)
